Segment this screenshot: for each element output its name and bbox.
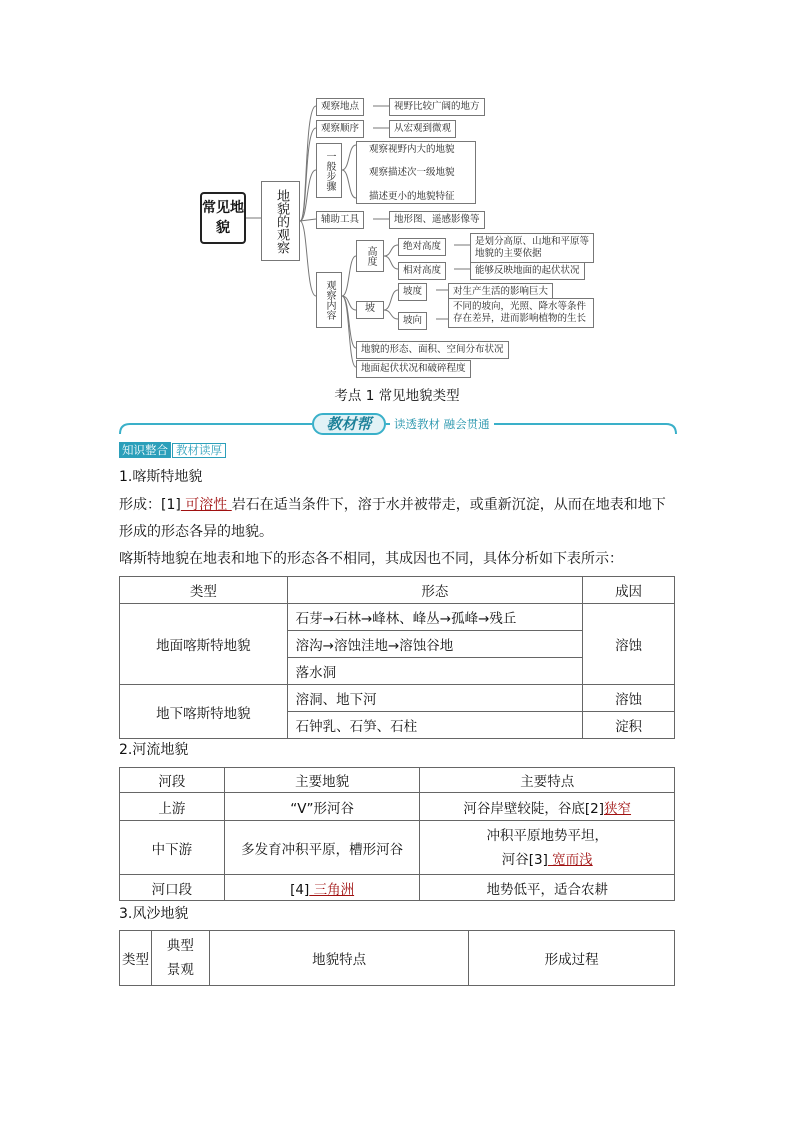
sec1-p1 <box>119 495 666 515</box>
th-type: 类型 <box>120 577 288 604</box>
step-1: 观察视野内大的地貌 <box>369 144 455 155</box>
sec3-heading: 3.风沙地貌 <box>119 906 189 922</box>
sec1-p1-line2: 形成的形态各异的地貌。 <box>119 524 273 540</box>
surface-form-1: 石芽→石林→峰林、峰丛→孤峰→残丘 <box>287 604 582 631</box>
node-observe-order: 观察顺序 <box>316 120 364 138</box>
node-absolute-height-desc: 是划分高原、山地和平原等地貌的主要依据 <box>470 233 594 263</box>
estuary-feature: 地势低平，适合农耕 <box>420 875 675 901</box>
estuary-landform <box>224 875 420 901</box>
upper-landform: “V”形河谷 <box>224 793 420 821</box>
sec1-p1-rest: 岩石在适当条件下，溶于水并被带走，或重新沉淀，从而在地表和地下 <box>231 497 666 513</box>
node-slope: 坡 <box>356 301 384 319</box>
upper-feature <box>420 793 675 821</box>
answer-2: 狭窄 <box>604 800 632 817</box>
th-typical-scene-1: 典型 <box>166 938 194 954</box>
sec1-p2: 喀斯特地貌在地表和地下的形态各不相同，其成因也不同，具体分析如下表所示： <box>119 551 623 567</box>
upper-feature-text: 河谷岸壁较陡，谷底[2] <box>463 800 605 817</box>
surface-form-3: 落水洞 <box>287 658 582 685</box>
aeolian-table <box>119 930 675 986</box>
node-slope-aspect: 坡向 <box>398 312 427 330</box>
node-observe-location-desc: 视野比较广阔的地方 <box>389 98 485 116</box>
banner-subtitle: 读透教材 融会贯通 <box>390 416 494 432</box>
th-typical-scene <box>151 931 209 986</box>
karst-table <box>119 576 675 739</box>
upper-segment: 上游 <box>120 793 225 821</box>
node-observe-location: 观察地点 <box>316 98 364 116</box>
node-landform-form: 地貌的形态、面积、空间分布状况 <box>356 341 509 359</box>
estuary-landform-prefix: [4] <box>290 881 310 898</box>
th-feature: 主要特点 <box>420 768 675 793</box>
node-slope-degree: 坡度 <box>398 283 427 301</box>
step-2: 观察描述次一级地貌 <box>369 167 455 178</box>
node-observe-content: 观察内容 <box>316 272 342 328</box>
th-segment: 河段 <box>120 768 225 793</box>
th-cause: 成因 <box>583 577 675 604</box>
textbook-banner <box>118 410 678 438</box>
node-relative-height-desc: 能够反映地面的起伏状况 <box>470 262 585 280</box>
river-table <box>119 767 675 901</box>
sec2-heading: 2.河流地貌 <box>119 742 189 758</box>
th-form: 形态 <box>287 577 582 604</box>
tag-textbook: 教材读厚 <box>172 443 226 458</box>
surface-form-2: 溶沟→溶蚀洼地→溶蚀谷地 <box>287 631 582 658</box>
mind-map <box>0 0 794 380</box>
section-caption: 考点 1 常见地貌类型 <box>334 388 460 404</box>
estuary-segment: 河口段 <box>120 875 225 901</box>
middle-feature <box>420 821 675 875</box>
node-aux-tools-desc: 地形图、遥感影像等 <box>389 211 485 229</box>
node-surface-relief: 地面起伏状况和破碎程度 <box>356 360 471 378</box>
middle-segment: 中下游 <box>120 821 225 875</box>
th-landform: 主要地貌 <box>224 768 420 793</box>
sec1-heading: 1.喀斯特地貌 <box>119 469 203 485</box>
root-node: 常见地貌 <box>200 192 246 244</box>
node-absolute-height: 绝对高度 <box>398 238 446 256</box>
middle-feature-line2 <box>420 848 674 872</box>
node-general-steps: 一般步骤 <box>316 143 342 198</box>
underground-cause-2: 淀积 <box>583 712 675 739</box>
node-slope-degree-desc: 对生产生活的影响巨大 <box>448 283 553 301</box>
underground-karst-type: 地下喀斯特地貌 <box>120 685 288 739</box>
th-formation-process: 形成过程 <box>469 931 675 986</box>
underground-cause-1: 溶蚀 <box>583 685 675 712</box>
tag-knowledge: 知识整合 <box>119 442 171 458</box>
level1-node: 地貌的观察 <box>261 181 300 261</box>
underground-form-1: 溶洞、地下河 <box>287 685 582 712</box>
node-observe-order-desc: 从宏观到微观 <box>389 120 456 138</box>
th-landform-features: 地貌特点 <box>209 931 469 986</box>
sec1-p1-prefix: 形成：[1] <box>119 497 181 513</box>
node-aux-tools: 辅助工具 <box>316 211 364 229</box>
surface-karst-type: 地面喀斯特地貌 <box>120 604 288 685</box>
middle-feature-prefix: 河谷[3] <box>501 851 548 868</box>
node-steps-container <box>356 141 476 204</box>
node-relative-height: 相对高度 <box>398 262 446 280</box>
step-3: 描述更小的地貌特征 <box>369 191 455 202</box>
th-aeolian-type: 类型 <box>120 931 152 986</box>
answer-1: 可溶性 <box>180 497 232 513</box>
answer-3: 宽而浅 <box>547 851 593 868</box>
tag-row <box>119 442 226 459</box>
answer-4: 三角洲 <box>309 881 355 898</box>
node-height: 高度 <box>356 240 384 272</box>
th-typical-scene-2: 景观 <box>166 962 194 978</box>
underground-form-2: 石钟乳、石笋、石柱 <box>287 712 582 739</box>
middle-landform: 多发育冲积平原，槽形河谷 <box>224 821 420 875</box>
node-slope-aspect-desc: 不同的坡向，光照、降水等条件存在差异，进而影响植物的生长 <box>448 298 594 328</box>
banner-badge: 教材帮 <box>312 413 386 435</box>
surface-cause: 溶蚀 <box>583 604 675 685</box>
middle-feature-line1: 冲积平原地势平坦， <box>486 827 608 844</box>
